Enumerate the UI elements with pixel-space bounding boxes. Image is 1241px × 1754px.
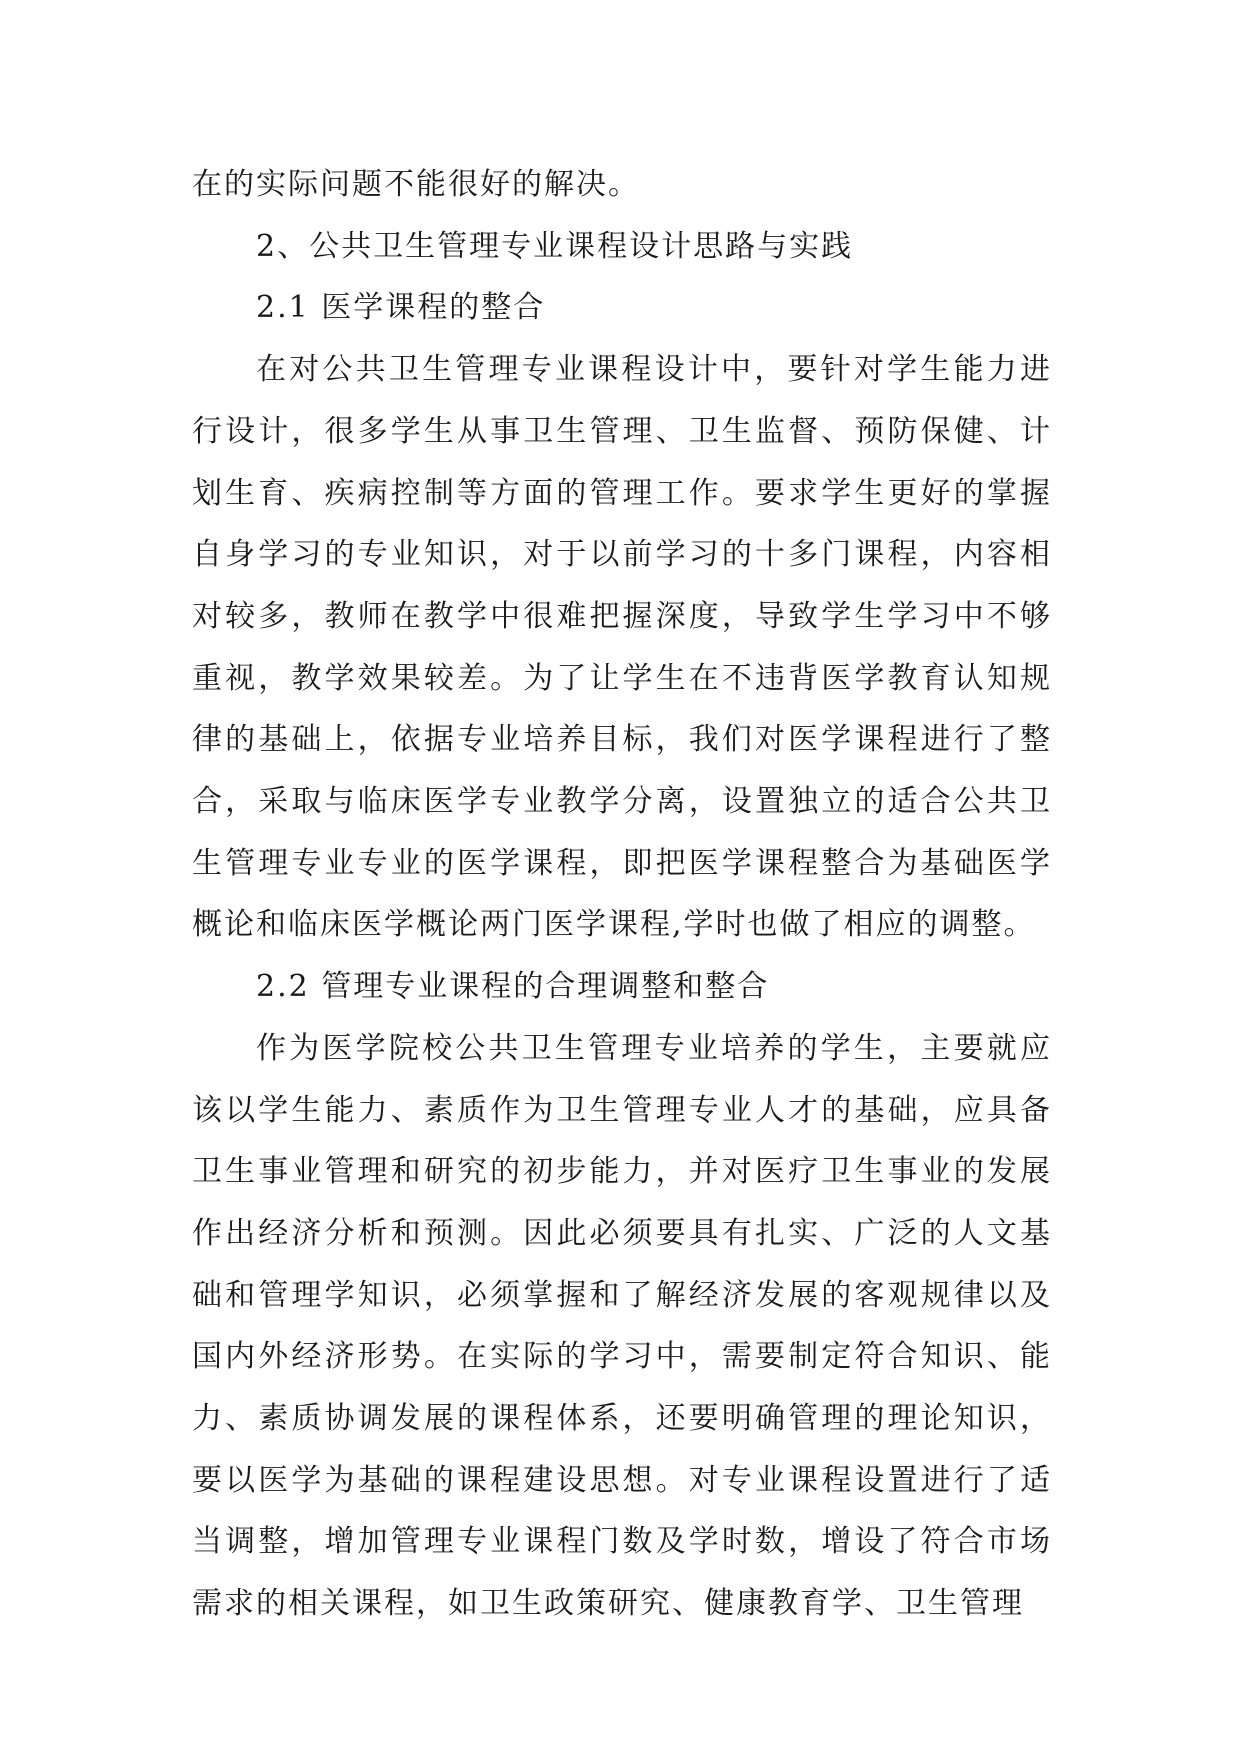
body-text — [192, 154, 1052, 1635]
subsection-heading-2-1: 2.1 医学课程的整合 — [256, 290, 546, 326]
paragraph-medical-course-integration: 在对公共卫生管理专业课程设计中，要针对学生能力进行设计，很多学生从事卫生管理、卫生监督、预防保健、计划生育、疾病控制等方面的管理工作。要求学生更好的掌握自身学习的专业知识，对于以前学习的十多门课程，内容相对较多，教师在教学中很难把握深度，导致学生学习中不够重视，教学效果较差。为了让学生在不违背医学教育认知规律的基础上，依据专业培养目标，我们对医学课程进行了整合，采取与临床医学专业教学分离，设置独立的适合公共卫生管理专业专业的医学课程，即把医学课程整合为基础医学概论和临床医学概论两门医学课程,学时也做了相应的调整。 — [192, 352, 1052, 943]
section-heading-2: 2、公共卫生管理专业课程设计思路与实践 — [256, 228, 854, 264]
paragraph-management-course-adjustment: 作为医学院校公共卫生管理专业培养的学生，主要就应该以学生能力、素质作为卫生管理专业人才的基础，应具备卫生事业管理和研究的初步能力，并对医疗卫生事业的发展作出经济分析和预测。因此必须要具有扎实、广泛的人文基础和管理学知识，必须掌握和了解经济发展的客观规律以及国内外经济形势。在实际的学习中，需要制定符合知识、能力、素质协调发展的课程体系，还要明确管理的理论知识，要以医学为基础的课程建设思想。对专业课程设置进行了适当调整，增加管理专业课程门数及学时数，增设了符合市场需求的相关课程，如卫生政策研究、健康教育学、卫生管理 — [192, 1030, 1052, 1622]
subsection-heading-2-2: 2.2 管理专业课程的合理调整和整合 — [256, 969, 770, 1005]
paragraph-continuation: 在的实际问题不能很好的解决。 — [192, 167, 640, 202]
